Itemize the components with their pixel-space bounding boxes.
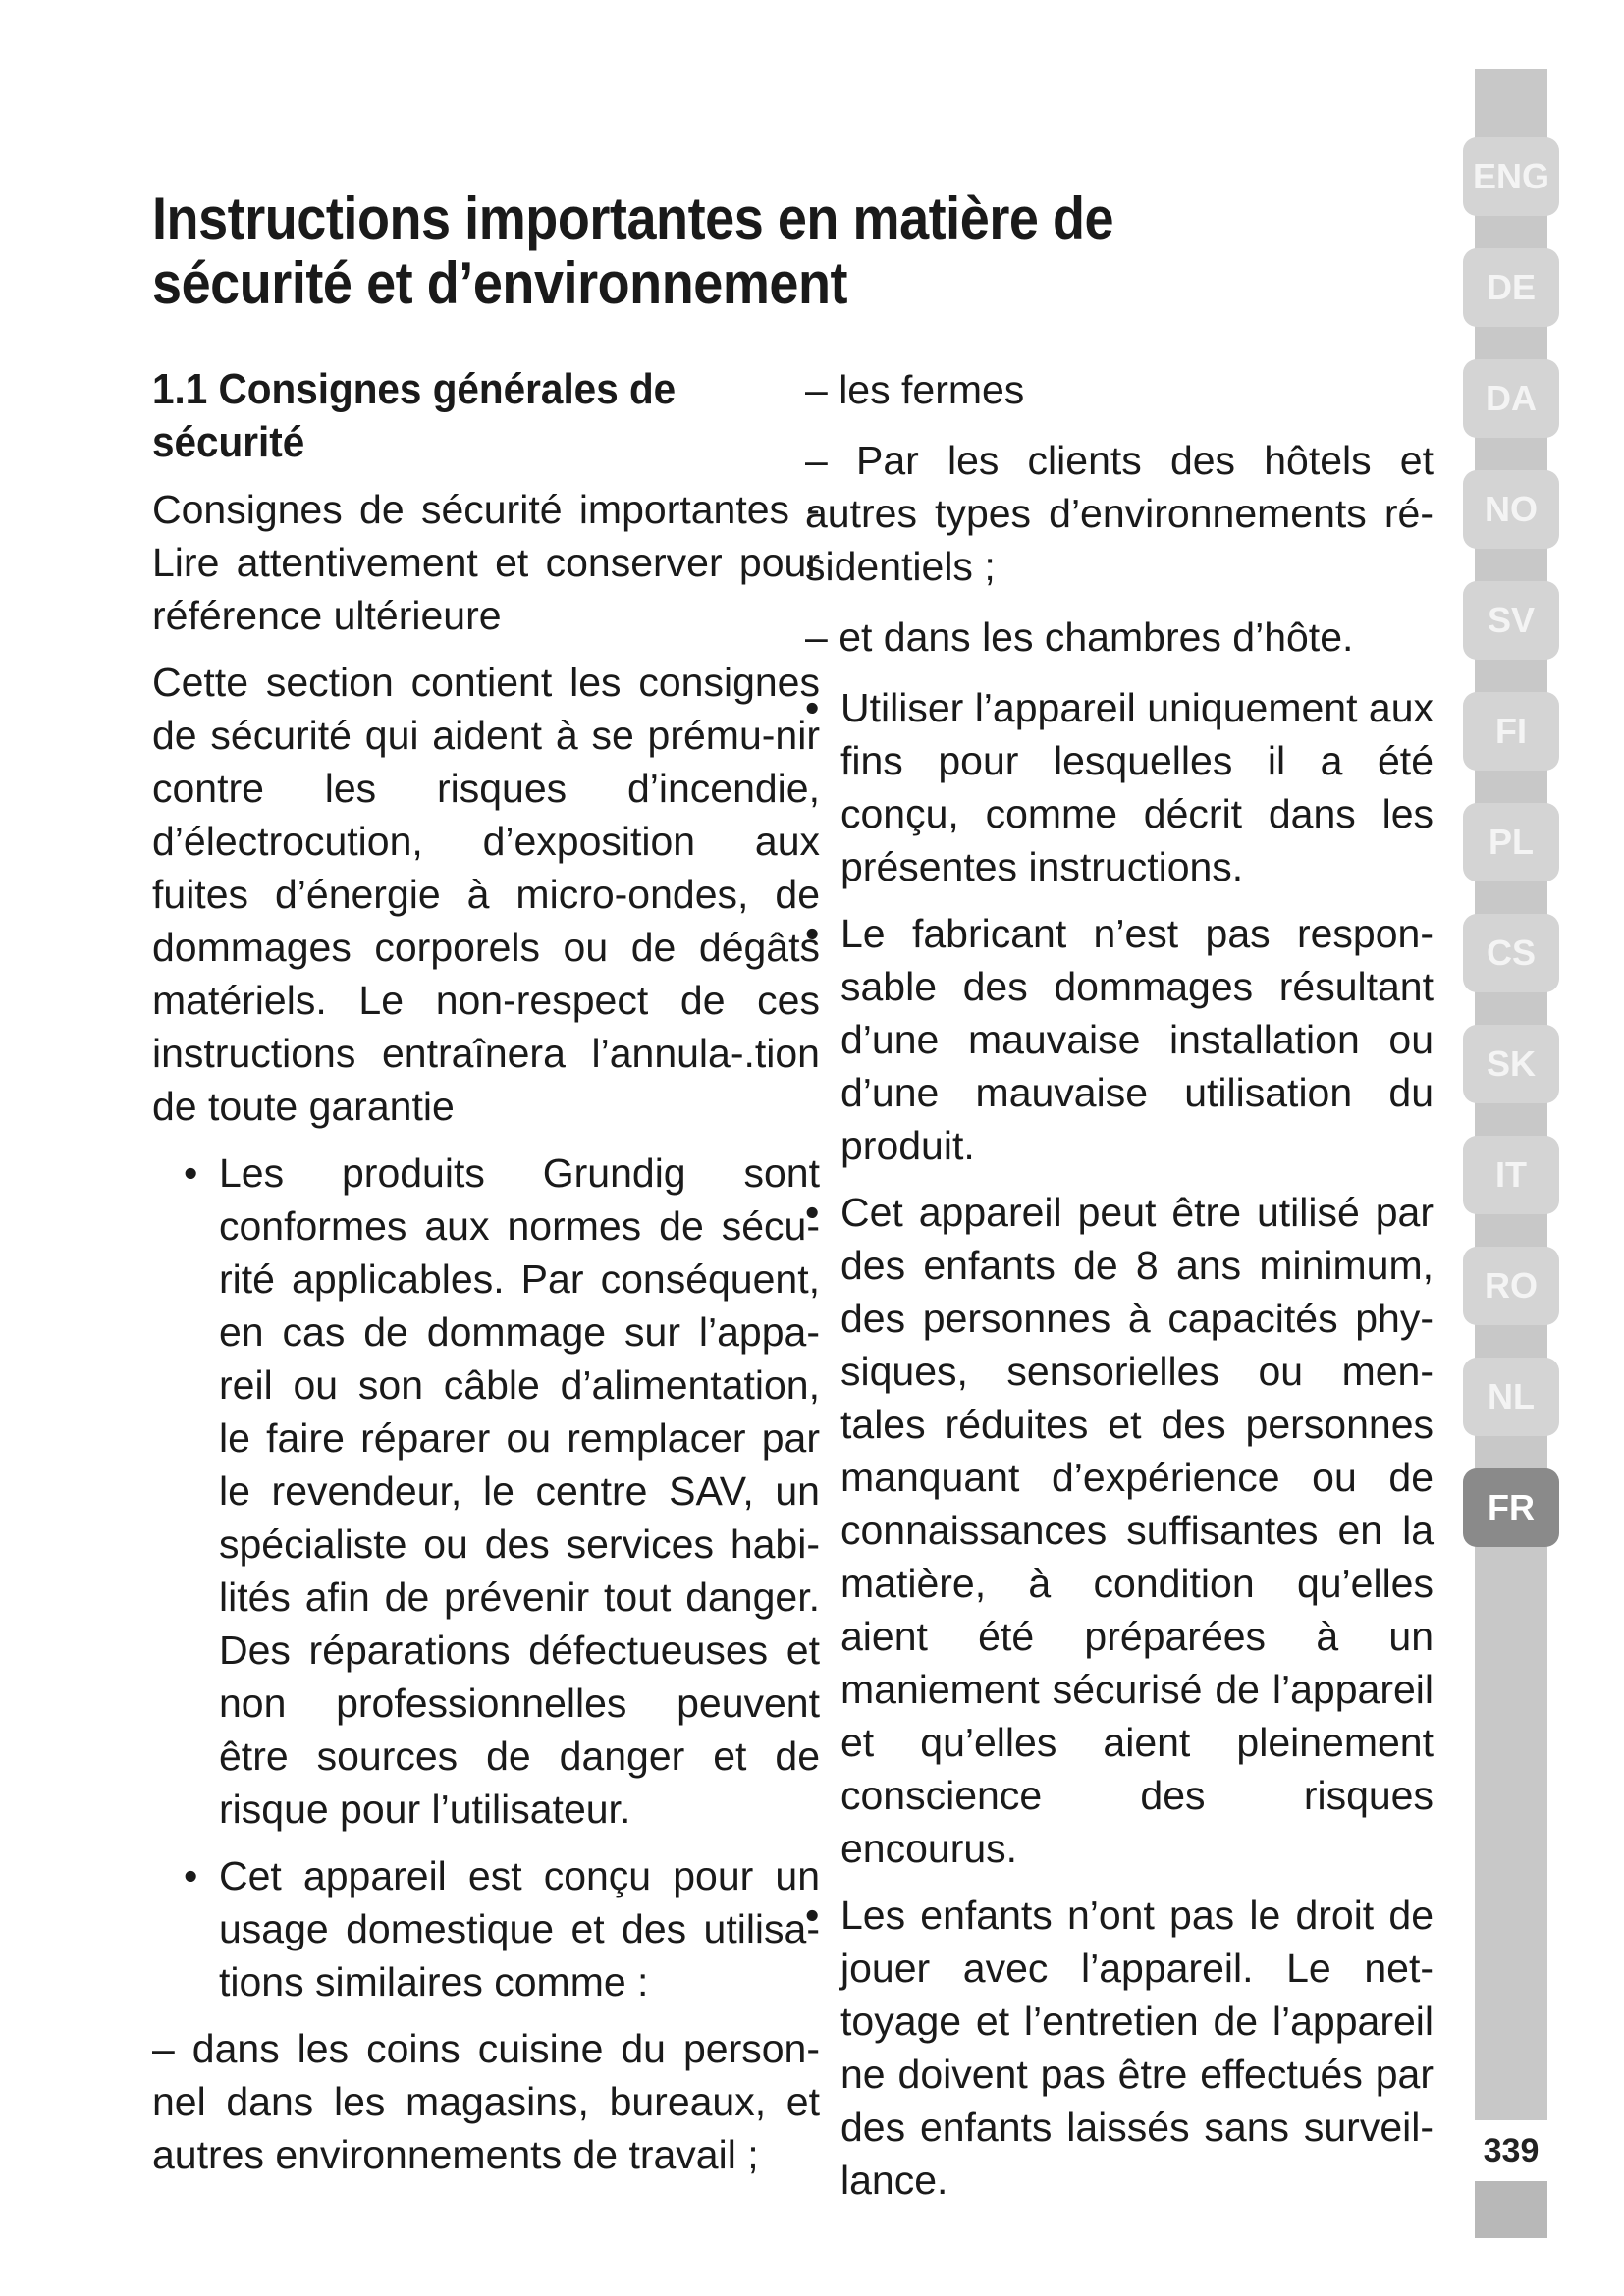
lang-tab-pl: PL	[1463, 803, 1559, 881]
section-description: Cette section contient les consignes de sécurité qui aident à se prému-nir contre les risques d’incendie, d’électrocution, d’exposition aux fuites d’énergie à micro-ondes, de dommages corporels ou de dégâts matériels. Le non-respect de ces instructions entraînera l’annula-.tion de toute garantie	[152, 660, 820, 1129]
lang-tab-eng: ENG	[1463, 137, 1559, 216]
intro-paragraph: Consignes de sécurité importantes - Lire attentivement et conserver pour référence ultérieure	[152, 487, 820, 638]
bullet-item: • Les produits Grundig sont conformes aux normes de sécu-rité applicables. Par conséquent, en cas de dommage sur l’appa-reil ou son câble d’alimentation, le faire réparer ou remplacer par le revendeur, le centre SAV, un spécialiste ou des services habi-lités afin de prévenir tout danger. Des réparations défectueuses et non professionnelles peuvent être sources de danger et de risque pour l’utilisateur.	[184, 1147, 820, 1836]
tab-bar-footer	[1475, 2181, 1547, 2238]
lang-tab-no: NO	[1463, 470, 1559, 549]
dash-item: – et dans les chambres d’hôte.	[805, 614, 1354, 660]
lang-tab-sv: SV	[1463, 581, 1559, 660]
lang-tab-nl: NL	[1463, 1358, 1559, 1436]
left-column	[152, 363, 820, 2199]
right-column	[805, 363, 1434, 2220]
bullet-item: • Les enfants n’ont pas le droit de jouer avec l’appareil. Le net-toyage et l’entretien de l’appareil ne doivent pas être effectués par des enfants laissés sans surveil-lance.	[805, 1889, 1434, 2207]
dash-item: – les fermes	[805, 367, 1025, 412]
dash-item: – dans les coins cuisine du person-nel dans les magasins, bureaux, et autres environnements de travail ;	[152, 2026, 820, 2177]
dash-item: – Par les clients des hôtels et autres types d’environnements ré-sidentiels ;	[805, 438, 1434, 589]
bullet-item: • Utiliser l’appareil uniquement aux fins pour lesquelles il a été conçu, comme décrit dans les présentes instructions.	[805, 681, 1434, 893]
lang-tab-ro: RO	[1463, 1247, 1559, 1325]
bullet-item: • Cet appareil est conçu pour un usage domestique et des utilisa-tions similaires comme :	[184, 1849, 820, 2008]
lang-tab-cs: CS	[1463, 914, 1559, 992]
page-number: 339	[1483, 2132, 1540, 2169]
lang-tab-it: IT	[1463, 1136, 1559, 1214]
page-title: Instructions importantes en matière de sécurité et d’environnement	[152, 186, 1114, 316]
lang-tab-fr: FR	[1463, 1468, 1559, 1547]
bullet-item: • Le fabricant n’est pas respon-sable des dommages résultant d’une mauvaise installation ou d’une mauvaise utilisation du produit.	[805, 907, 1434, 1172]
section-title: 1.1 Consignes générales de sécurité	[152, 365, 677, 466]
lang-tab-da: DA	[1463, 359, 1559, 438]
bullet-item: • Cet appareil peut être utilisé par des enfants de 8 ans minimum, des personnes à capacités phy-siques, sensorielles ou men-tales réduites et des personnes manquant d’expérience ou de connaissances suffisantes en la matière, à condition qu’elles aient été préparées à un maniement sécurisé de l’appareil et qu’elles aient pleinement conscience des risques encourus.	[805, 1186, 1434, 1875]
lang-tab-sk: SK	[1463, 1025, 1559, 1103]
lang-tab-fi: FI	[1463, 692, 1559, 771]
lang-tab-de: DE	[1463, 248, 1559, 327]
